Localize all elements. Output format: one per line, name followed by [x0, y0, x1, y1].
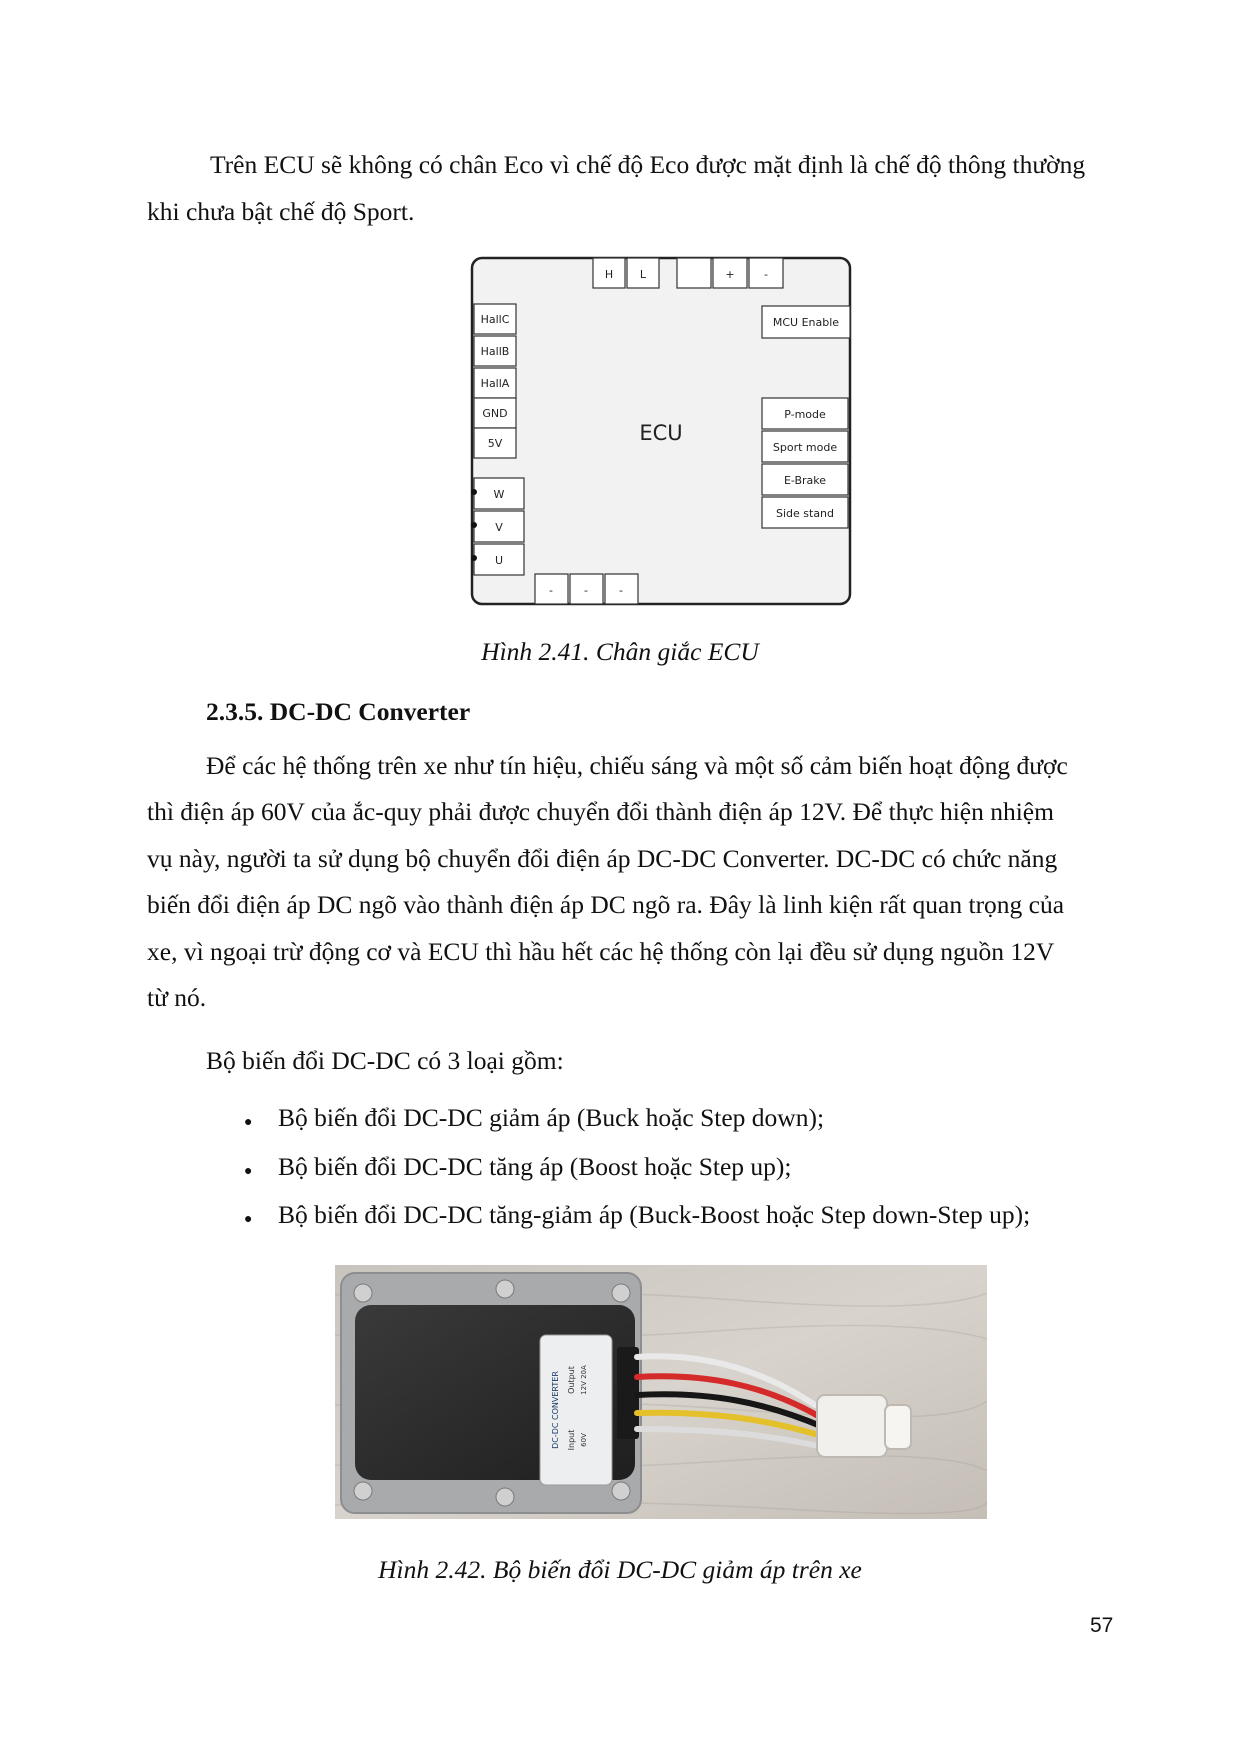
page-number: 57 [1090, 1614, 1114, 1637]
top-pin-l [627, 258, 659, 288]
paragraph-line-6: từ nó. [147, 983, 207, 1012]
top-pin-h [593, 258, 625, 288]
list-intro: Bộ biến đổi DC-DC có 3 loại gồm: [206, 1046, 564, 1075]
svg-text:V: V [495, 521, 503, 534]
top-pin-plus [713, 258, 747, 288]
svg-text:-: - [549, 584, 553, 597]
paragraph-line-4: biến đổi điện áp DC ngõ vào thành điện áp DC ngõ ra. Đây là linh kiện rất quan trọng của [147, 890, 1065, 919]
svg-text:-: - [584, 584, 588, 597]
svg-text:-: - [764, 268, 768, 281]
left-pin-hallb [474, 336, 516, 366]
right-pin-side-stand [762, 497, 848, 528]
bullet-icon: ● [244, 1212, 253, 1227]
svg-text:MCU Enable: MCU Enable [772, 316, 840, 329]
ecu-center-label: ECU [639, 421, 683, 445]
left-pin-5v [474, 428, 516, 458]
list-item-text: Bộ biến đổi DC-DC tăng áp (Boost hoặc Step up); [278, 1152, 792, 1181]
left-pin-gnd [474, 398, 516, 428]
left-pin-w [471, 478, 524, 509]
bottom-pin-3 [605, 574, 638, 604]
top-pin-blank [677, 258, 711, 288]
intro-line-2: khi chưa bật chế độ Sport. [147, 197, 415, 226]
svg-text:5V: 5V [487, 437, 503, 450]
svg-text:HallC: HallC [480, 313, 510, 326]
svg-text:HallB: HallB [480, 345, 510, 358]
white-plug [817, 1395, 887, 1457]
svg-text:+: + [725, 268, 735, 281]
svg-text:DC-DC CONVERTER: DC-DC CONVERTER [551, 1371, 560, 1449]
svg-text:H: H [604, 268, 614, 281]
top-pin-minus [749, 258, 783, 288]
svg-text:Output: Output [567, 1366, 576, 1394]
svg-text:W: W [493, 488, 505, 501]
svg-text:P-mode: P-mode [784, 408, 826, 421]
svg-text:12V 20A: 12V 20A [580, 1365, 588, 1395]
svg-text:Side stand: Side stand [775, 507, 835, 520]
figure-2-42-caption: Hình 2.42. Bộ biến đổi DC-DC giảm áp trên xe [378, 1555, 862, 1584]
paragraph-line-5: xe, vì ngoại trừ động cơ và ECU thì hầu hết các hệ thống còn lại đều sử dụng nguồn 12V [147, 937, 1055, 966]
paragraph-line-2: thì điện áp 60V của ắc-quy phải được chuyển đổi thành điện áp 12V. Để thực hiện nhiệm [147, 797, 1054, 826]
bullet-icon: ● [244, 1115, 253, 1130]
bottom-pin-1 [535, 574, 568, 604]
list-item-text: Bộ biến đổi DC-DC giảm áp (Buck hoặc Step down); [278, 1103, 825, 1132]
right-pin-e-brake [762, 464, 848, 495]
paragraph-line-3: vụ này, người ta sử dụng bộ chuyển đổi điện áp DC-DC Converter. DC-DC có chức năng [147, 844, 1058, 873]
svg-text:60V: 60V [580, 1433, 588, 1447]
right-pin-sport-mode [762, 431, 848, 462]
svg-text:Sport mode: Sport mode [772, 441, 838, 454]
svg-text:HallA: HallA [480, 377, 510, 390]
bullet-icon: ● [244, 1164, 253, 1179]
intro-line-1: Trên ECU sẽ không có chân Eco vì chế độ Eco được mặt định là chế độ thông thường [210, 150, 1086, 179]
svg-text:Input: Input [567, 1429, 576, 1451]
right-pin-p-mode [762, 398, 848, 429]
left-pin-v [471, 511, 524, 542]
left-pin-halla [474, 368, 516, 398]
section-heading: 2.3.5. DC-DC Converter [206, 697, 471, 726]
svg-text:U: U [494, 554, 504, 567]
paragraph-line-1: Để các hệ thống trên xe như tín hiệu, chiếu sáng và một số cảm biến hoạt động được [206, 751, 1068, 780]
svg-text:E-Brake: E-Brake [783, 474, 827, 487]
left-pin-u [471, 544, 524, 575]
dc-dc-converter-photo [335, 1265, 987, 1519]
left-pin-hallc [474, 304, 516, 334]
svg-text:-: - [619, 584, 623, 597]
figure-2-41-caption: Hình 2.41. Chân giắc ECU [481, 637, 759, 666]
right-pin-mcu-enable [762, 306, 850, 338]
ecu-pinout-diagram [466, 254, 856, 610]
list-item-text: Bộ biến đổi DC-DC tăng-giảm áp (Buck-Boost hoặc Step down-Step up); [278, 1200, 1031, 1229]
svg-text:GND: GND [482, 407, 508, 420]
svg-text:L: L [639, 268, 647, 281]
bottom-pin-2 [570, 574, 603, 604]
